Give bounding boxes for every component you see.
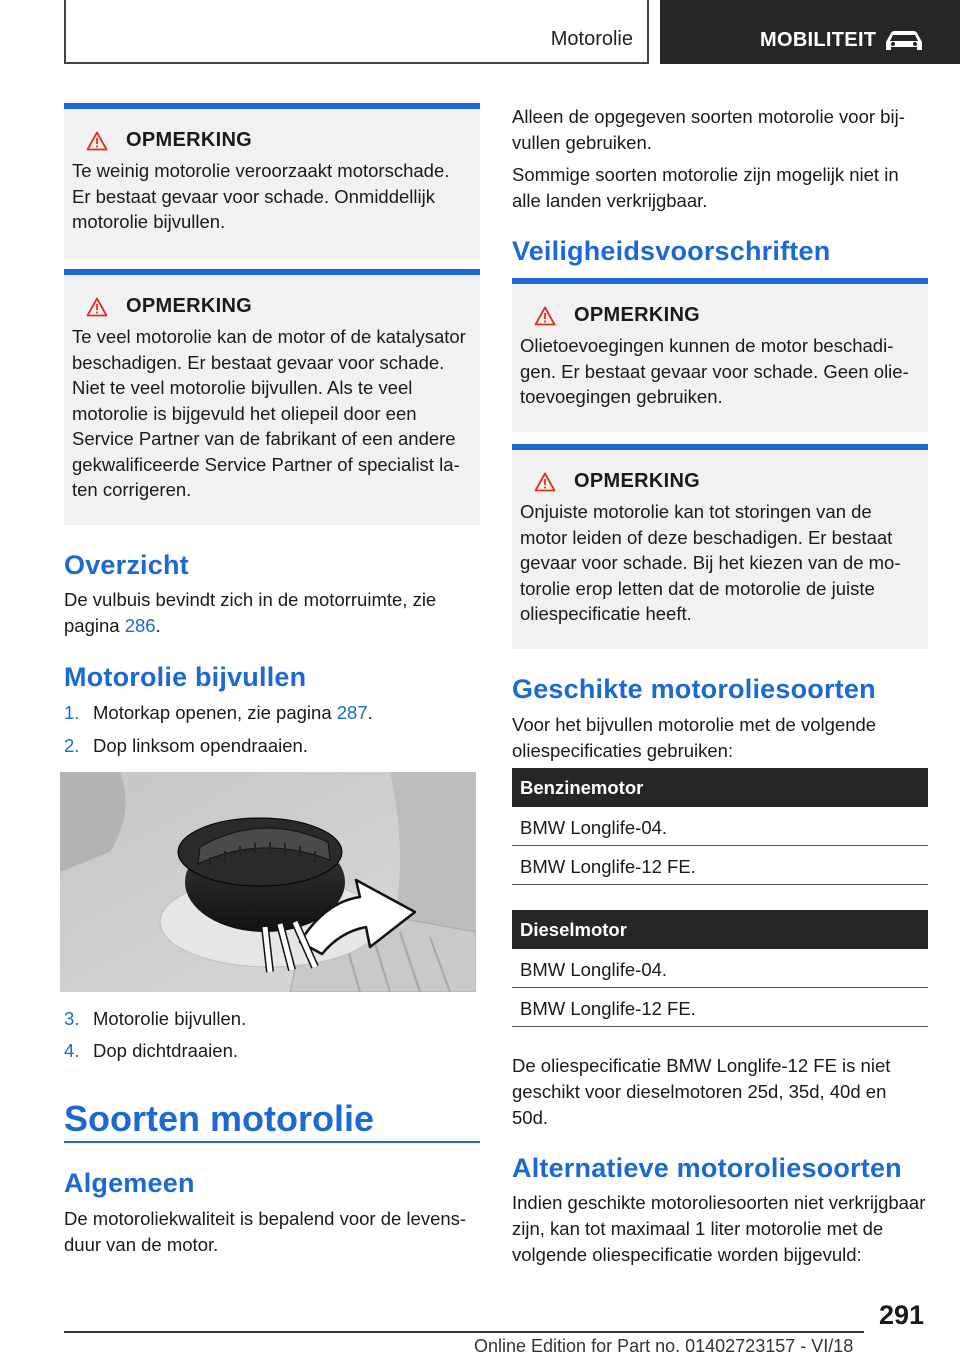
table-row: BMW Longlife-04. xyxy=(512,949,928,988)
diesel-spec-table xyxy=(512,910,928,1027)
table-row: BMW Longlife-12 FE. xyxy=(512,988,928,1027)
notice-box xyxy=(512,278,928,432)
intro-text: Sommige soorten motorolie zijn mogelijk niet in alle landen verkrijgbaar. xyxy=(512,164,899,211)
overview-text xyxy=(64,587,464,639)
notice-title: OPMERKING xyxy=(574,470,701,492)
table-row: BMW Longlife-04. xyxy=(512,807,928,846)
warning-icon xyxy=(86,297,108,317)
notice-title: OPMERKING xyxy=(126,295,253,317)
heading-motorolie-bijvullen: Motorolie bijvullen xyxy=(64,662,307,692)
notice-text: Onjuiste motorolie kan tot storingen van de motor leiden of deze beschadigen. Er bestaat gevaar voor schade. Bij het kiezen van de motorolie erop letten dat de motorolie de juiste oliespecificatie heeft. xyxy=(520,501,901,624)
notice-text: Te veel motorolie kan de motor of de katalysator beschadigen. Er bestaat gevaar voor schade. Niet te veel motorolie bijvullen. Als te veel motorolie is bijgevuld het oliepeil door een Service Partner van de fabrikant of een andere gekwalificeerde Service Partner of specialist laten corrigeren. xyxy=(72,326,466,500)
alternative-text: Indien geschikte motoroliesoorten niet verkrijgbaar zijn, kan tot maximaal 1 liter motorolie met de volgende oliespecificatie worden bijgevuld: xyxy=(512,1192,926,1265)
footer-rule xyxy=(64,1331,864,1333)
heading-geschikte-motoroliesoorten: Geschikte motoroliesoorten xyxy=(512,674,876,704)
step-text: Motorkap openen, zie pagina xyxy=(93,702,332,723)
step-number: 3. xyxy=(64,1008,80,1029)
table-row: BMW Longlife-12 FE. xyxy=(512,846,928,885)
step-text: Dop linksom opendraaien. xyxy=(93,735,308,756)
petrol-spec-table xyxy=(512,768,928,885)
header-section-box xyxy=(64,0,649,64)
header-chapter-tab[interactable] xyxy=(660,0,960,64)
step-number: 4. xyxy=(64,1040,80,1061)
notice-box xyxy=(512,444,928,649)
notice-title: OPMERKING xyxy=(126,129,253,151)
edition-text: Online Edition for Part no. 01402723157 - VI/18 xyxy=(474,1336,854,1356)
notice-box xyxy=(64,103,480,259)
heading-overzicht: Overzicht xyxy=(64,550,189,580)
section-title: Motorolie xyxy=(550,28,633,50)
warning-icon xyxy=(534,472,556,492)
notice-text: Olietoevoegingen kunnen de motor beschadigen. Er bestaat gevaar voor schade. Geen olietoevoegingen gebruiken. xyxy=(520,335,909,407)
overview-suffix: . xyxy=(155,615,161,636)
car-icon xyxy=(882,28,926,54)
step-number: 1. xyxy=(64,702,80,723)
chapter-label: MOBILITEIT xyxy=(760,29,877,51)
notice-title: OPMERKING xyxy=(574,304,701,326)
page-ref-link[interactable]: 286 xyxy=(124,615,156,636)
step-item xyxy=(64,1006,246,1032)
oil-cap-illustration xyxy=(60,772,476,992)
step-text: Dop dichtdraaien. xyxy=(93,1040,239,1061)
heading-veiligheidsvoorschriften: Veiligheidsvoorschriften xyxy=(512,236,831,266)
intro-text: Alleen de opgegeven soorten motorolie voor bijvullen gebruiken. xyxy=(512,106,905,153)
table-header: Benzinemotor xyxy=(512,768,928,807)
heading-algemeen: Algemeen xyxy=(64,1168,195,1198)
step-text: Motorolie bijvullen. xyxy=(93,1008,247,1029)
step-item xyxy=(64,1038,238,1064)
overview-body: De vulbuis bevindt zich in de motorruimte, zie pagina xyxy=(64,589,437,636)
step-suffix: . xyxy=(367,702,373,723)
step-number: 2. xyxy=(64,735,80,756)
step-item xyxy=(64,700,373,726)
notice-text: Te weinig motorolie veroorzaakt motorschade. Er bestaat gevaar voor schade. Onmiddellijk motorolie bijvullen. xyxy=(72,160,450,232)
page-ref-link[interactable]: 287 xyxy=(336,702,368,723)
diesel-note: De oliespecificatie BMW Longlife-12 FE is niet geschikt voor dieselmotoren 25d, 35d, 40d en 50d. xyxy=(512,1055,891,1128)
warning-icon xyxy=(86,131,108,151)
heading-rule xyxy=(64,1141,480,1143)
suitable-text: Voor het bijvullen motorolie met de volgende oliespecificaties gebruiken: xyxy=(512,714,877,761)
table-header: Dieselmotor xyxy=(512,910,928,949)
notice-box xyxy=(64,269,480,525)
page-number: 291 xyxy=(878,1300,924,1330)
heading-soorten-motorolie: Soorten motorolie xyxy=(64,1098,375,1139)
general-text: De motoroliekwaliteit is bepalend voor de levensduur van de motor. xyxy=(64,1208,467,1255)
step-item xyxy=(64,733,308,759)
warning-icon xyxy=(534,306,556,326)
heading-alternatieve-motoroliesoorten: Alternatieve motoroliesoorten xyxy=(512,1153,902,1183)
